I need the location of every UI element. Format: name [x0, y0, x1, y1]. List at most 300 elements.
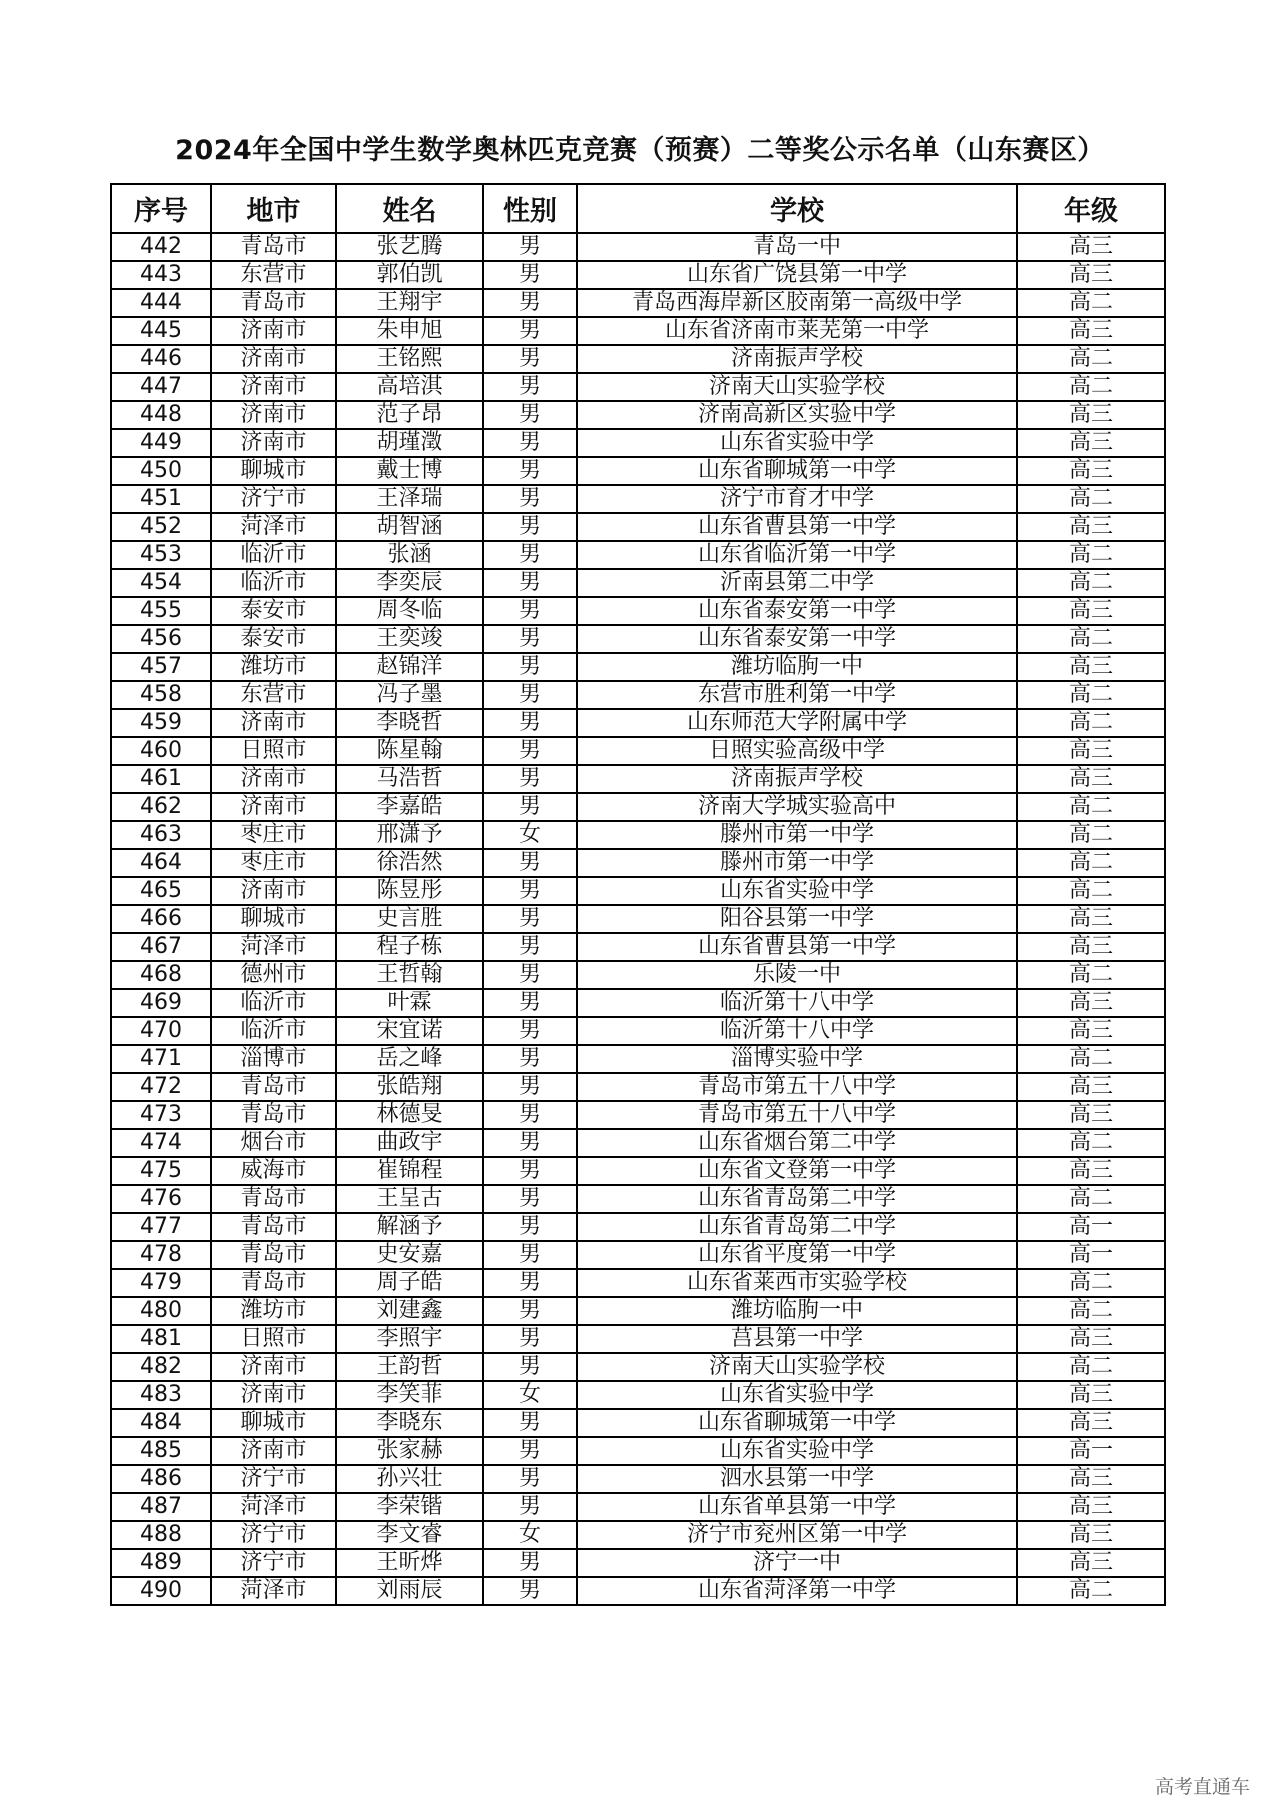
- cell-grade: 高三: [1017, 233, 1165, 261]
- cell-name: 马浩哲: [336, 765, 483, 793]
- cell-gender: 男: [483, 905, 577, 933]
- cell-grade: 高二: [1017, 821, 1165, 849]
- table-row: [111, 569, 1165, 597]
- cell-gender: 男: [483, 289, 577, 317]
- table-row: [111, 905, 1165, 933]
- table-row: [111, 1381, 1165, 1409]
- cell-city: 枣庄市: [211, 849, 336, 877]
- cell-city: 菏泽市: [211, 1493, 336, 1521]
- cell-city: 济南市: [211, 373, 336, 401]
- column-header-city: 地市: [211, 184, 336, 233]
- cell-city: 青岛市: [211, 289, 336, 317]
- cell-city: 临沂市: [211, 541, 336, 569]
- table-row: [111, 1045, 1165, 1073]
- cell-gender: 男: [483, 457, 577, 485]
- table-row: [111, 821, 1165, 849]
- cell-gender: 男: [483, 597, 577, 625]
- table-row: [111, 765, 1165, 793]
- cell-gender: 男: [483, 1213, 577, 1241]
- cell-name: 郭伯凯: [336, 261, 483, 289]
- cell-school: 济南高新区实验中学: [577, 401, 1017, 429]
- cell-school: 山东省实验中学: [577, 1437, 1017, 1465]
- cell-grade: 高三: [1017, 597, 1165, 625]
- cell-city: 聊城市: [211, 905, 336, 933]
- cell-gender: 男: [483, 1073, 577, 1101]
- cell-index: 460: [111, 737, 211, 765]
- cell-grade: 高三: [1017, 989, 1165, 1017]
- cell-city: 东营市: [211, 261, 336, 289]
- cell-gender: 男: [483, 1185, 577, 1213]
- cell-name: 宋宜诺: [336, 1017, 483, 1045]
- cell-gender: 女: [483, 1381, 577, 1409]
- cell-name: 解涵予: [336, 1213, 483, 1241]
- cell-index: 476: [111, 1185, 211, 1213]
- cell-city: 聊城市: [211, 1409, 336, 1437]
- cell-index: 488: [111, 1521, 211, 1549]
- cell-name: 范子昂: [336, 401, 483, 429]
- cell-index: 455: [111, 597, 211, 625]
- table-row: [111, 541, 1165, 569]
- cell-name: 李嘉皓: [336, 793, 483, 821]
- table-row: [111, 401, 1165, 429]
- cell-gender: 男: [483, 877, 577, 905]
- cell-name: 王泽瑞: [336, 485, 483, 513]
- cell-city: 日照市: [211, 1325, 336, 1353]
- cell-school: 山东省平度第一中学: [577, 1241, 1017, 1269]
- table-row: [111, 373, 1165, 401]
- cell-school: 山东省实验中学: [577, 429, 1017, 457]
- cell-index: 477: [111, 1213, 211, 1241]
- table-row: [111, 1073, 1165, 1101]
- cell-school: 山东省聊城第一中学: [577, 457, 1017, 485]
- cell-name: 张皓翔: [336, 1073, 483, 1101]
- cell-gender: 男: [483, 1241, 577, 1269]
- cell-city: 青岛市: [211, 1073, 336, 1101]
- watermark: 高考直通车: [1155, 1776, 1251, 1798]
- cell-name: 王奕竣: [336, 625, 483, 653]
- cell-grade: 高三: [1017, 1073, 1165, 1101]
- cell-grade: 高三: [1017, 1325, 1165, 1353]
- cell-grade: 高三: [1017, 261, 1165, 289]
- cell-city: 青岛市: [211, 233, 336, 261]
- cell-city: 济宁市: [211, 1521, 336, 1549]
- cell-city: 潍坊市: [211, 1297, 336, 1325]
- column-header-name: 姓名: [336, 184, 483, 233]
- cell-index: 450: [111, 457, 211, 485]
- cell-name: 王铭熙: [336, 345, 483, 373]
- cell-gender: 男: [483, 793, 577, 821]
- table-row: [111, 513, 1165, 541]
- cell-name: 陈昱彤: [336, 877, 483, 905]
- cell-grade: 高二: [1017, 961, 1165, 989]
- cell-city: 德州市: [211, 961, 336, 989]
- cell-index: 479: [111, 1269, 211, 1297]
- cell-index: 453: [111, 541, 211, 569]
- cell-index: 482: [111, 1353, 211, 1381]
- column-header-gender: 性别: [483, 184, 577, 233]
- cell-grade: 高三: [1017, 737, 1165, 765]
- cell-name: 王昕烨: [336, 1549, 483, 1577]
- cell-name: 陈星翰: [336, 737, 483, 765]
- cell-city: 青岛市: [211, 1185, 336, 1213]
- cell-gender: 男: [483, 1157, 577, 1185]
- cell-grade: 高三: [1017, 1465, 1165, 1493]
- cell-index: 462: [111, 793, 211, 821]
- cell-school: 青岛市第五十八中学: [577, 1073, 1017, 1101]
- cell-grade: 高三: [1017, 1017, 1165, 1045]
- cell-name: 张艺腾: [336, 233, 483, 261]
- cell-index: 458: [111, 681, 211, 709]
- cell-index: 487: [111, 1493, 211, 1521]
- cell-index: 468: [111, 961, 211, 989]
- cell-grade: 高二: [1017, 877, 1165, 905]
- cell-school: 泗水县第一中学: [577, 1465, 1017, 1493]
- cell-index: 470: [111, 1017, 211, 1045]
- cell-name: 徐浩然: [336, 849, 483, 877]
- cell-index: 481: [111, 1325, 211, 1353]
- cell-city: 济南市: [211, 429, 336, 457]
- cell-index: 451: [111, 485, 211, 513]
- cell-name: 李荣锴: [336, 1493, 483, 1521]
- cell-city: 济南市: [211, 317, 336, 345]
- table-row: [111, 597, 1165, 625]
- cell-name: 胡智涵: [336, 513, 483, 541]
- cell-school: 山东省泰安第一中学: [577, 625, 1017, 653]
- cell-city: 青岛市: [211, 1241, 336, 1269]
- cell-grade: 高三: [1017, 317, 1165, 345]
- table-row: [111, 317, 1165, 345]
- table-row: [111, 1157, 1165, 1185]
- cell-school: 潍坊临朐一中: [577, 653, 1017, 681]
- cell-grade: 高二: [1017, 541, 1165, 569]
- cell-grade: 高二: [1017, 345, 1165, 373]
- table-row: [111, 849, 1165, 877]
- cell-index: 480: [111, 1297, 211, 1325]
- cell-grade: 高二: [1017, 625, 1165, 653]
- cell-name: 张家赫: [336, 1437, 483, 1465]
- cell-index: 443: [111, 261, 211, 289]
- cell-index: 463: [111, 821, 211, 849]
- table-row: [111, 737, 1165, 765]
- cell-city: 烟台市: [211, 1129, 336, 1157]
- cell-school: 青岛市第五十八中学: [577, 1101, 1017, 1129]
- cell-name: 史安嘉: [336, 1241, 483, 1269]
- cell-school: 济宁市兖州区第一中学: [577, 1521, 1017, 1549]
- cell-name: 程子栋: [336, 933, 483, 961]
- cell-grade: 高三: [1017, 401, 1165, 429]
- cell-grade: 高二: [1017, 1269, 1165, 1297]
- cell-school: 日照实验高级中学: [577, 737, 1017, 765]
- cell-city: 潍坊市: [211, 653, 336, 681]
- cell-name: 王呈古: [336, 1185, 483, 1213]
- cell-gender: 男: [483, 1017, 577, 1045]
- cell-name: 刘建鑫: [336, 1297, 483, 1325]
- cell-city: 菏泽市: [211, 933, 336, 961]
- cell-name: 李文睿: [336, 1521, 483, 1549]
- cell-gender: 男: [483, 1409, 577, 1437]
- cell-city: 淄博市: [211, 1045, 336, 1073]
- cell-school: 山东省文登第一中学: [577, 1157, 1017, 1185]
- table-row: [111, 793, 1165, 821]
- cell-name: 李晓哲: [336, 709, 483, 737]
- cell-school: 山东省曹县第一中学: [577, 933, 1017, 961]
- cell-school: 山东省青岛第二中学: [577, 1213, 1017, 1241]
- cell-school: 山东省临沂第一中学: [577, 541, 1017, 569]
- table-row: [111, 485, 1165, 513]
- table-row: [111, 625, 1165, 653]
- cell-city: 济南市: [211, 1381, 336, 1409]
- cell-name: 周子皓: [336, 1269, 483, 1297]
- cell-gender: 男: [483, 513, 577, 541]
- cell-index: 467: [111, 933, 211, 961]
- cell-school: 山东省实验中学: [577, 1381, 1017, 1409]
- table-row: [111, 989, 1165, 1017]
- cell-gender: 男: [483, 653, 577, 681]
- cell-grade: 高二: [1017, 1185, 1165, 1213]
- table-row: [111, 261, 1165, 289]
- cell-school: 淄博实验中学: [577, 1045, 1017, 1073]
- cell-school: 山东师范大学附属中学: [577, 709, 1017, 737]
- cell-school: 东营市胜利第一中学: [577, 681, 1017, 709]
- cell-school: 青岛一中: [577, 233, 1017, 261]
- table-row: [111, 1521, 1165, 1549]
- cell-name: 史言胜: [336, 905, 483, 933]
- table-row: [111, 1101, 1165, 1129]
- cell-school: 济南大学城实验高中: [577, 793, 1017, 821]
- cell-school: 青岛西海岸新区胶南第一高级中学: [577, 289, 1017, 317]
- cell-name: 林德旻: [336, 1101, 483, 1129]
- table-row: [111, 877, 1165, 905]
- table-row: [111, 653, 1165, 681]
- cell-grade: 高三: [1017, 653, 1165, 681]
- cell-city: 聊城市: [211, 457, 336, 485]
- cell-name: 岳之峰: [336, 1045, 483, 1073]
- cell-city: 菏泽市: [211, 513, 336, 541]
- cell-gender: 男: [483, 1045, 577, 1073]
- table-row: [111, 1325, 1165, 1353]
- cell-gender: 男: [483, 345, 577, 373]
- cell-gender: 男: [483, 737, 577, 765]
- cell-school: 山东省青岛第二中学: [577, 1185, 1017, 1213]
- cell-grade: 高三: [1017, 1157, 1165, 1185]
- cell-index: 489: [111, 1549, 211, 1577]
- table-row: [111, 681, 1165, 709]
- cell-gender: 男: [483, 1325, 577, 1353]
- cell-index: 446: [111, 345, 211, 373]
- table-row: [111, 345, 1165, 373]
- cell-city: 济宁市: [211, 1549, 336, 1577]
- cell-grade: 高二: [1017, 709, 1165, 737]
- cell-index: 490: [111, 1577, 211, 1605]
- cell-gender: 男: [483, 625, 577, 653]
- cell-gender: 男: [483, 233, 577, 261]
- cell-grade: 高二: [1017, 1129, 1165, 1157]
- cell-grade: 高一: [1017, 1241, 1165, 1269]
- cell-index: 442: [111, 233, 211, 261]
- cell-index: 465: [111, 877, 211, 905]
- cell-name: 崔锦程: [336, 1157, 483, 1185]
- cell-grade: 高二: [1017, 485, 1165, 513]
- cell-grade: 高三: [1017, 1521, 1165, 1549]
- cell-gender: 男: [483, 849, 577, 877]
- cell-gender: 男: [483, 1493, 577, 1521]
- cell-gender: 男: [483, 681, 577, 709]
- table-row: [111, 709, 1165, 737]
- table-row: [111, 1549, 1165, 1577]
- table-row: [111, 289, 1165, 317]
- cell-index: 474: [111, 1129, 211, 1157]
- cell-city: 临沂市: [211, 989, 336, 1017]
- cell-index: 466: [111, 905, 211, 933]
- cell-name: 李晓东: [336, 1409, 483, 1437]
- cell-school: 山东省实验中学: [577, 877, 1017, 905]
- cell-name: 高培淇: [336, 373, 483, 401]
- table-row: [111, 1577, 1165, 1605]
- column-header-grade: 年级: [1017, 184, 1165, 233]
- cell-name: 李照宇: [336, 1325, 483, 1353]
- cell-school: 济南振声学校: [577, 345, 1017, 373]
- cell-grade: 高二: [1017, 849, 1165, 877]
- column-header-school: 学校: [577, 184, 1017, 233]
- cell-name: 王翔宇: [336, 289, 483, 317]
- cell-grade: 高二: [1017, 793, 1165, 821]
- cell-index: 444: [111, 289, 211, 317]
- cell-index: 457: [111, 653, 211, 681]
- table-row: [111, 1213, 1165, 1241]
- cell-gender: 男: [483, 1353, 577, 1381]
- cell-city: 青岛市: [211, 1101, 336, 1129]
- cell-grade: 高二: [1017, 289, 1165, 317]
- table-row: [111, 1297, 1165, 1325]
- cell-city: 临沂市: [211, 569, 336, 597]
- cell-gender: 男: [483, 261, 577, 289]
- cell-school: 滕州市第一中学: [577, 821, 1017, 849]
- cell-gender: 男: [483, 709, 577, 737]
- cell-grade: 高一: [1017, 1437, 1165, 1465]
- cell-name: 胡瑾澂: [336, 429, 483, 457]
- cell-school: 济南天山实验学校: [577, 373, 1017, 401]
- cell-school: 沂南县第二中学: [577, 569, 1017, 597]
- cell-gender: 男: [483, 429, 577, 457]
- cell-city: 济南市: [211, 765, 336, 793]
- cell-school: 临沂第十八中学: [577, 1017, 1017, 1045]
- cell-index: 461: [111, 765, 211, 793]
- table-row: [111, 1353, 1165, 1381]
- cell-gender: 男: [483, 989, 577, 1017]
- cell-index: 445: [111, 317, 211, 345]
- cell-gender: 男: [483, 1269, 577, 1297]
- cell-name: 李奕辰: [336, 569, 483, 597]
- cell-grade: 高二: [1017, 373, 1165, 401]
- cell-city: 泰安市: [211, 597, 336, 625]
- cell-grade: 高三: [1017, 429, 1165, 457]
- table-row: [111, 1437, 1165, 1465]
- cell-gender: 女: [483, 1521, 577, 1549]
- cell-grade: 高三: [1017, 1101, 1165, 1129]
- cell-gender: 男: [483, 373, 577, 401]
- cell-city: 临沂市: [211, 1017, 336, 1045]
- cell-grade: 高二: [1017, 1353, 1165, 1381]
- cell-grade: 高二: [1017, 569, 1165, 597]
- cell-grade: 高二: [1017, 1577, 1165, 1605]
- cell-index: 448: [111, 401, 211, 429]
- table-row: [111, 933, 1165, 961]
- cell-index: 485: [111, 1437, 211, 1465]
- cell-name: 叶霖: [336, 989, 483, 1017]
- cell-grade: 高二: [1017, 1045, 1165, 1073]
- cell-school: 临沂第十八中学: [577, 989, 1017, 1017]
- cell-gender: 男: [483, 1577, 577, 1605]
- cell-index: 449: [111, 429, 211, 457]
- cell-gender: 男: [483, 765, 577, 793]
- cell-city: 济南市: [211, 709, 336, 737]
- cell-index: 471: [111, 1045, 211, 1073]
- cell-city: 济南市: [211, 877, 336, 905]
- cell-school: 山东省莱西市实验学校: [577, 1269, 1017, 1297]
- cell-school: 阳谷县第一中学: [577, 905, 1017, 933]
- cell-index: 475: [111, 1157, 211, 1185]
- table-row: [111, 1017, 1165, 1045]
- cell-grade: 高二: [1017, 1297, 1165, 1325]
- cell-gender: 男: [483, 485, 577, 513]
- cell-grade: 高三: [1017, 457, 1165, 485]
- cell-school: 济南天山实验学校: [577, 1353, 1017, 1381]
- cell-name: 朱申旭: [336, 317, 483, 345]
- table-row: [111, 1409, 1165, 1437]
- table-row: [111, 1269, 1165, 1297]
- page-title: 2024年全国中学生数学奥林匹克竞赛（预赛）二等奖公示名单（山东赛区）: [175, 135, 1105, 166]
- cell-name: 张涵: [336, 541, 483, 569]
- cell-name: 孙兴壮: [336, 1465, 483, 1493]
- cell-gender: 男: [483, 401, 577, 429]
- cell-gender: 男: [483, 1549, 577, 1577]
- cell-school: 济宁一中: [577, 1549, 1017, 1577]
- cell-grade: 高三: [1017, 1549, 1165, 1577]
- cell-school: 济宁市育才中学: [577, 485, 1017, 513]
- cell-school: 山东省菏泽第一中学: [577, 1577, 1017, 1605]
- cell-gender: 女: [483, 821, 577, 849]
- cell-gender: 男: [483, 1297, 577, 1325]
- cell-grade: 高三: [1017, 1409, 1165, 1437]
- cell-grade: 高三: [1017, 1493, 1165, 1521]
- cell-grade: 高一: [1017, 1213, 1165, 1241]
- table-row: [111, 1493, 1165, 1521]
- table-row: [111, 961, 1165, 989]
- cell-index: 478: [111, 1241, 211, 1269]
- cell-school: 山东省烟台第二中学: [577, 1129, 1017, 1157]
- cell-gender: 男: [483, 961, 577, 989]
- cell-city: 泰安市: [211, 625, 336, 653]
- cell-school: 莒县第一中学: [577, 1325, 1017, 1353]
- cell-index: 452: [111, 513, 211, 541]
- cell-index: 459: [111, 709, 211, 737]
- cell-city: 青岛市: [211, 1269, 336, 1297]
- cell-city: 日照市: [211, 737, 336, 765]
- cell-school: 滕州市第一中学: [577, 849, 1017, 877]
- cell-city: 济南市: [211, 793, 336, 821]
- cell-school: 山东省单县第一中学: [577, 1493, 1017, 1521]
- cell-index: 469: [111, 989, 211, 1017]
- cell-gender: 男: [483, 1437, 577, 1465]
- cell-school: 山东省广饶县第一中学: [577, 261, 1017, 289]
- cell-city: 济南市: [211, 345, 336, 373]
- cell-grade: 高三: [1017, 905, 1165, 933]
- cell-grade: 高三: [1017, 513, 1165, 541]
- cell-name: 李笑菲: [336, 1381, 483, 1409]
- cell-city: 枣庄市: [211, 821, 336, 849]
- cell-city: 青岛市: [211, 1213, 336, 1241]
- cell-index: 472: [111, 1073, 211, 1101]
